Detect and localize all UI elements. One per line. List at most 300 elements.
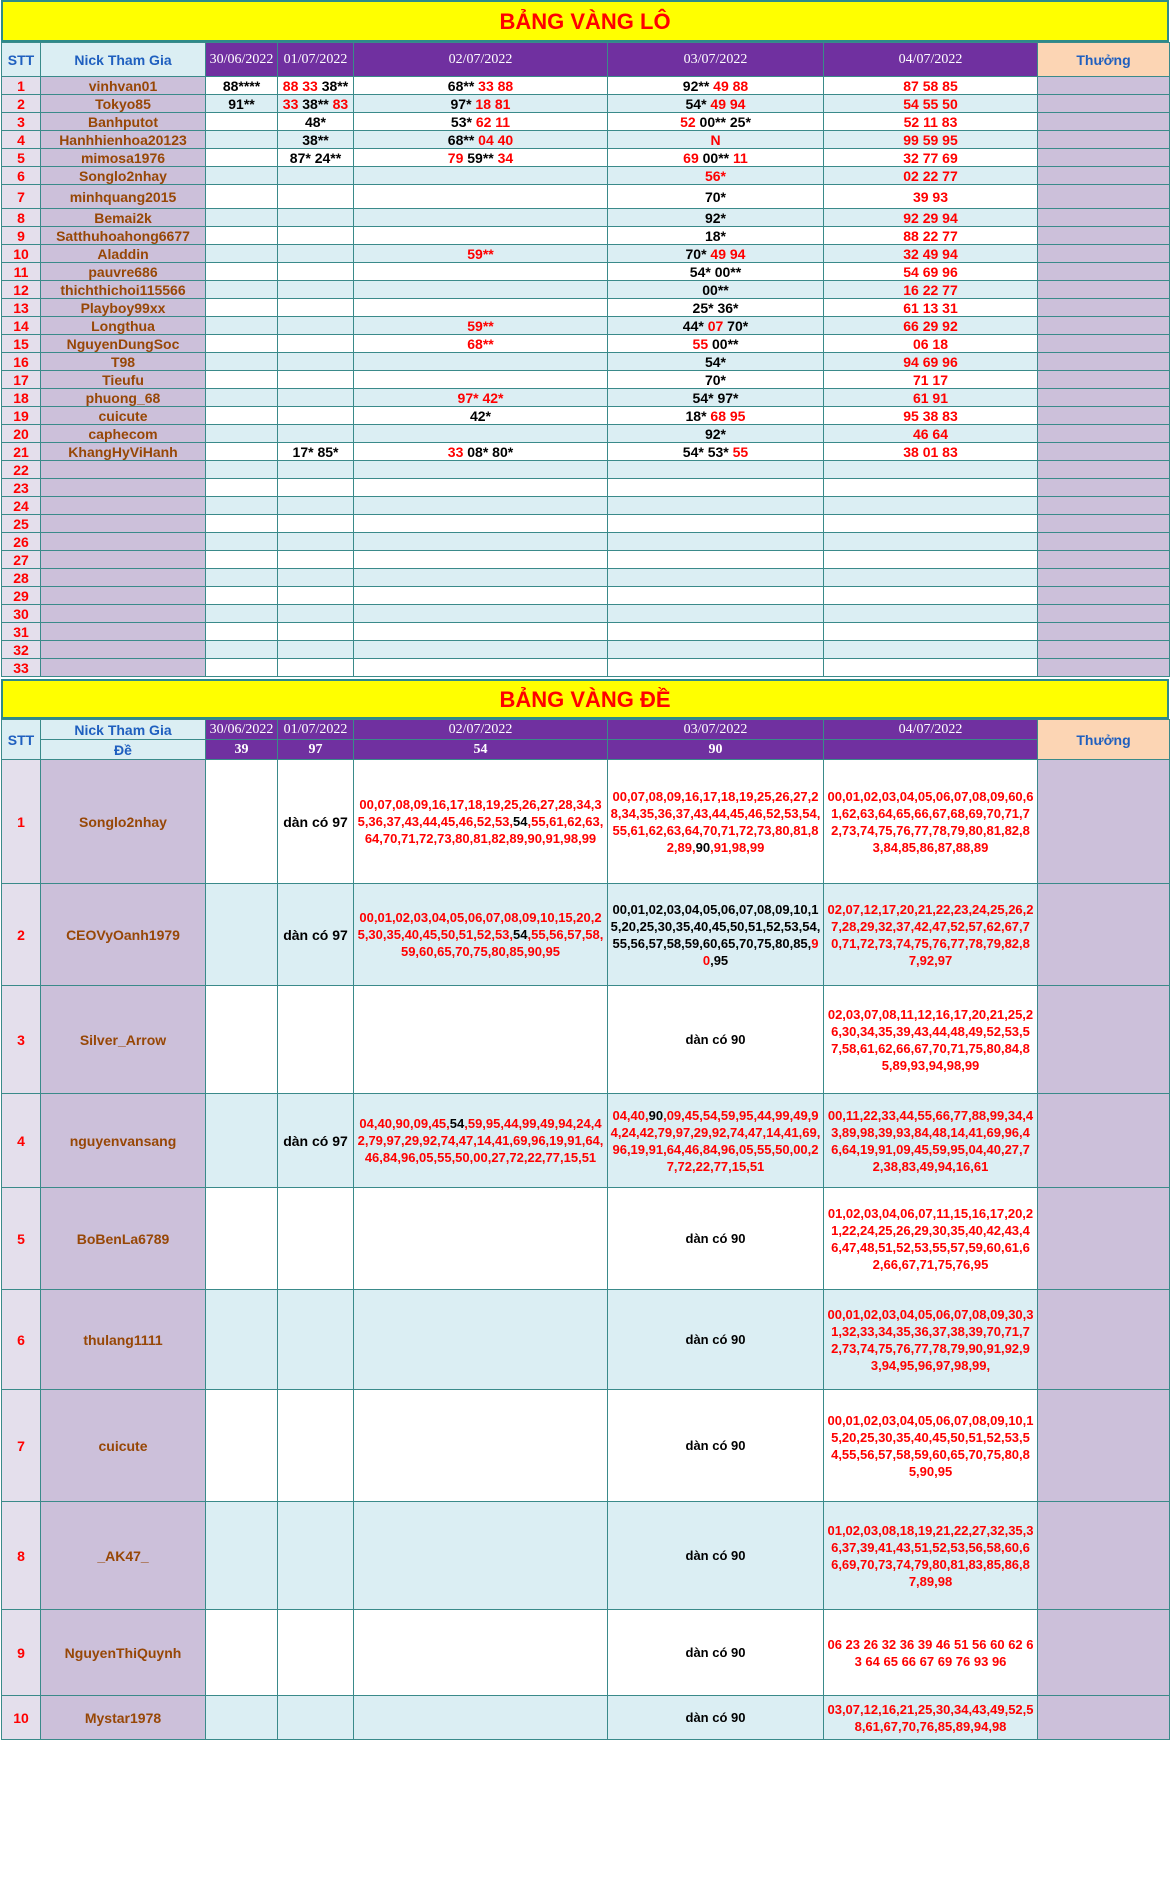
day-cell [824,131,1038,149]
day-cell [608,245,824,263]
thuong-cell [1038,659,1170,677]
day-cell [354,227,608,245]
stt-cell: 3 [2,986,41,1094]
day-cell [608,425,824,443]
day-cell [354,497,608,515]
day-cell [824,760,1038,884]
day-cell [824,1390,1038,1502]
number-text: dàn có 90 [685,1032,746,1047]
day-cell [278,1290,354,1390]
day-cell [354,659,608,677]
day-cell [206,623,278,641]
thuong-cell [1038,1390,1170,1502]
nick-cell [41,659,206,677]
number-text: 97* [450,95,472,112]
number-text: 00,01,02,03,04,05,06,07,08,09,10,15,20,25,30,35,40,45,50,51,52,53, [357,910,602,942]
day-cell [354,185,608,209]
number-text: 54 [513,927,528,942]
number-text: 55 [728,443,749,460]
nick-cell [41,497,206,515]
day-cell [206,1094,278,1188]
day-cell [824,371,1038,389]
day-cell [278,605,354,623]
thuong-cell [1038,479,1170,497]
day-cell [278,113,354,131]
day-cell [824,587,1038,605]
day-cell [608,551,824,569]
thuong-cell [1038,569,1170,587]
number-text: 46 64 [912,425,949,442]
number-text: 00,01,02,03,04,05,06,07,08,09,30,31,32,33,34,35,36,37,38,39,70,71,72,73,74,75,76,77,78,79,90,91,92,93,94,95,96,97,98,99, [827,1306,1034,1373]
day-cell [608,884,824,986]
lo-date-header: 04/07/2022 [824,43,1038,77]
day-cell [608,1696,824,1740]
number-text: 00,07,08,09,16,17,18,19,25,26,27,28,34,35,36,37,43,44,45,46,52,53, [357,797,602,829]
number-text: 06 23 26 32 36 39 46 51 56 60 62 63 64 65 66 67 69 76 93 96 [827,1636,1034,1669]
day-cell [824,551,1038,569]
lo-row [2,587,1170,605]
nick-cell: pauvre686 [41,263,206,281]
day-cell [824,95,1038,113]
lo-row [2,245,1170,263]
day-cell [608,497,824,515]
number-text: 69 [683,149,699,166]
stt-cell: 7 [2,1390,41,1502]
thuong-cell [1038,623,1170,641]
number-text: ,95 [710,952,729,968]
day-cell [354,335,608,353]
day-cell [278,641,354,659]
number-text: 87* 24** [289,149,342,166]
stt-cell: 3 [2,113,41,131]
day-cell [206,1390,278,1502]
day-cell [354,95,608,113]
day-cell [608,569,824,587]
stt-cell: 23 [2,479,41,497]
day-cell [354,389,608,407]
day-cell [824,479,1038,497]
stt-cell: 9 [2,227,41,245]
stt-cell: 10 [2,245,41,263]
number-text: 38** [298,95,329,112]
de-thuong-header: Thưởng [1038,720,1170,760]
day-cell [354,245,608,263]
day-cell [608,407,824,425]
day-cell [824,1696,1038,1740]
day-cell [354,569,608,587]
number-text: 04,40, [612,1107,649,1123]
day-cell [354,884,608,986]
number-text: 18* [704,227,727,244]
day-cell [354,317,608,335]
number-text: 61 91 [912,389,949,406]
day-cell [354,113,608,131]
number-text: 17* 85* [292,443,339,460]
nick-cell: Longthua [41,317,206,335]
thuong-cell [1038,185,1170,209]
number-text: 44* [682,317,704,334]
thuong-cell [1038,353,1170,371]
day-cell [206,497,278,515]
nick-cell: Banhputot [41,113,206,131]
day-cell [278,425,354,443]
day-cell [608,1610,824,1696]
day-cell [206,1696,278,1740]
lo-row [2,371,1170,389]
number-text: 11 [729,149,748,166]
number-text: 38 01 83 [903,443,958,460]
thuong-cell [1038,1094,1170,1188]
day-cell [354,281,608,299]
nick-cell: mimosa1976 [41,149,206,167]
day-cell [354,533,608,551]
day-cell [608,623,824,641]
number-text: 88**** [222,77,261,94]
thuong-cell [1038,461,1170,479]
day-cell [278,209,354,227]
number-text: 07 [703,317,724,334]
day-cell [206,605,278,623]
nick-cell: Hanhhienhoa20123 [41,131,206,149]
number-text: dàn có 97 [283,813,348,830]
day-cell [206,479,278,497]
number-text: 92** [682,77,710,94]
lo-row [2,185,1170,209]
number-text: 70* [704,371,727,388]
stt-cell: 8 [2,209,41,227]
day-cell [824,659,1038,677]
day-cell [278,1696,354,1740]
stt-cell: 2 [2,95,41,113]
day-cell [278,760,354,884]
day-cell [278,1188,354,1290]
lo-row [2,641,1170,659]
nick-cell: NguyenThiQuynh [41,1610,206,1696]
stt-cell: 33 [2,659,41,677]
number-text: 95 38 83 [903,407,958,424]
de-result: 90 [608,740,824,760]
lo-title: BẢNG VÀNG LÔ [1,0,1169,42]
lo-row [2,515,1170,533]
day-cell [278,659,354,677]
lo-row [2,281,1170,299]
number-text: 32 77 69 [903,149,958,166]
de-date-header: 03/07/2022 [608,720,824,740]
nick-cell [41,479,206,497]
day-cell [354,1610,608,1696]
day-cell [206,209,278,227]
de-date-header: 04/07/2022 [824,720,1038,740]
day-cell [354,209,608,227]
stt-cell: 19 [2,407,41,425]
day-cell [206,760,278,884]
lo-date-header: 02/07/2022 [354,43,608,77]
day-cell [824,515,1038,533]
nick-cell [41,623,206,641]
nick-cell: T98 [41,353,206,371]
number-text: ,91,98,99 [710,839,765,855]
day-cell [824,281,1038,299]
thuong-cell [1038,227,1170,245]
day-cell [278,149,354,167]
thuong-cell [1038,77,1170,95]
number-text: 92* [704,209,727,226]
number-text: 49 94 [706,245,746,262]
day-cell [278,986,354,1094]
nick-cell [41,461,206,479]
day-cell [608,605,824,623]
day-cell [278,95,354,113]
de-header-row [2,720,1170,740]
number-text: 90 [702,935,819,968]
day-cell [354,149,608,167]
de-title: BẢNG VÀNG ĐỀ [1,679,1169,719]
thuong-cell [1038,533,1170,551]
lo-row [2,623,1170,641]
de-row [2,1696,1170,1740]
day-cell [206,185,278,209]
day-cell [206,149,278,167]
day-cell [824,185,1038,209]
stt-cell: 1 [2,760,41,884]
day-cell [354,1094,608,1188]
day-cell [206,551,278,569]
day-cell [824,149,1038,167]
number-text: 52 11 83 [903,113,958,130]
lo-row [2,605,1170,623]
day-cell [206,335,278,353]
de-date-header: 01/07/2022 [278,720,354,740]
number-text: 00,07,08,09,16,17,18,19,25,26,27,28,34,35,36,37,43,44,45,46,52,53,54,55,61,62,63,64,70,71,72,73,80,81,82,89, [610,788,821,855]
day-cell [354,641,608,659]
lo-row [2,113,1170,131]
stt-cell: 7 [2,185,41,209]
day-cell [206,443,278,461]
number-text: 88 22 77 [903,227,958,244]
day-cell [354,515,608,533]
lo-row [2,659,1170,677]
stt-cell: 21 [2,443,41,461]
day-cell [354,443,608,461]
nick-cell [41,551,206,569]
number-text: 54 55 50 [903,95,958,112]
day-cell [354,299,608,317]
stt-cell: 5 [2,149,41,167]
number-text: dàn có 90 [685,1332,746,1347]
thuong-cell [1038,389,1170,407]
number-text: 33 [447,443,464,460]
nick-cell: _AK47_ [41,1502,206,1610]
thuong-cell [1038,407,1170,425]
nick-cell: Tokyo85 [41,95,206,113]
number-text: 54 [449,1116,465,1131]
nick-cell: Satthuhoahong6677 [41,227,206,245]
stt-cell: 5 [2,1188,41,1290]
nick-cell: Songlo2nhay [41,760,206,884]
number-text: 00** [708,335,739,352]
day-cell [824,1290,1038,1390]
number-text: ,59,95,44,99,49,94,24,42,79,97,29,92,74,47,14,41,69,96,19,91,64,46,84,96,05,55,50,00,27,72,22,77,15,51 [357,1116,604,1165]
stt-cell: 24 [2,497,41,515]
day-cell [608,659,824,677]
lo-row [2,227,1170,245]
number-text: 00,11,22,33,44,55,66,77,88,99,34,43,89,98,39,93,84,48,14,41,69,96,46,64,19,91,09,45,59,95,04,40,27,72,38,83,49,94,16,61 [827,1107,1034,1174]
number-text: 16 22 77 [903,281,958,298]
number-text: 59** [463,149,494,166]
number-text: 49 88 [709,77,749,94]
day-cell [206,1188,278,1290]
number-text: 68** [447,131,475,148]
day-cell [354,1188,608,1290]
stt-cell: 6 [2,1290,41,1390]
lo-date-header: 01/07/2022 [278,43,354,77]
day-cell [824,623,1038,641]
day-cell [278,569,354,587]
day-cell [608,281,824,299]
day-cell [206,461,278,479]
nick-cell: cuicute [41,1390,206,1502]
number-text: 00,01,02,03,04,05,06,07,08,09,10,15,20,25,30,35,40,45,50,51,52,53,54,55,56,57,58,59,60,65,70,75,80,85, [610,901,821,951]
day-cell [206,227,278,245]
nick-cell: phuong_68 [41,389,206,407]
day-cell [206,641,278,659]
number-text: 00** [698,149,730,166]
number-text: 55 [692,335,709,352]
lo-stt-header: STT [2,43,41,77]
number-text: ,09,45,54,59,95,44,99,49,94,24,42,79,97,29,92,74,47,14,41,69,96,19,91,64,46,84,96,05,55,50,00,27,72,22,77,15,51 [610,1107,821,1174]
lo-row [2,443,1170,461]
day-cell [206,353,278,371]
day-cell [354,425,608,443]
day-cell [608,77,824,95]
stt-cell: 1 [2,77,41,95]
day-cell [278,131,354,149]
number-text: 91** [228,95,255,112]
day-cell [608,263,824,281]
number-text: 04 40 [474,131,514,148]
nick-cell: Aladdin [41,245,206,263]
day-cell [206,425,278,443]
day-cell [608,149,824,167]
thuong-cell [1038,1696,1170,1740]
day-cell [206,1290,278,1390]
day-cell [278,317,354,335]
lo-nick-header: Nick Tham Gia [41,43,206,77]
day-cell [354,77,608,95]
nick-cell: minhquang2015 [41,185,206,209]
day-cell [608,353,824,371]
number-text: 59** [467,317,494,334]
lo-row [2,131,1170,149]
stt-cell: 12 [2,281,41,299]
lo-row [2,425,1170,443]
number-text: 54 [513,814,528,829]
nick-cell: Silver_Arrow [41,986,206,1094]
stt-cell: 10 [2,1696,41,1740]
de-row [2,1610,1170,1696]
thuong-cell [1038,167,1170,185]
day-cell [824,77,1038,95]
day-cell [354,263,608,281]
day-cell [824,317,1038,335]
day-cell [278,551,354,569]
number-text: N [710,131,721,148]
stt-cell: 4 [2,131,41,149]
thuong-cell [1038,1502,1170,1610]
number-text: 48* [304,113,327,130]
thuong-cell [1038,281,1170,299]
day-cell [206,389,278,407]
day-cell [206,299,278,317]
nick-cell: nguyenvansang [41,1094,206,1188]
thuong-cell [1038,149,1170,167]
day-cell [206,113,278,131]
day-cell [206,263,278,281]
number-text: 66 29 92 [903,317,958,334]
number-text: 54* 53* [682,443,729,460]
day-cell [608,335,824,353]
number-text: dàn có 97 [283,926,348,943]
day-cell [206,659,278,677]
day-cell [278,167,354,185]
lo-table [1,42,1170,677]
day-cell [206,317,278,335]
day-cell [206,245,278,263]
lo-row [2,479,1170,497]
nick-cell: BoBenLa6789 [41,1188,206,1290]
number-text: 06 18 [912,335,949,352]
lo-row [2,389,1170,407]
lo-row [2,95,1170,113]
number-text: 32 49 94 [903,245,958,262]
stt-cell: 26 [2,533,41,551]
stt-cell: 6 [2,167,41,185]
number-text: ,55,61,62,63,64,70,71,72,73,80,81,82,89,90,91,98,99 [364,814,604,846]
day-cell [278,623,354,641]
thuong-cell [1038,209,1170,227]
de-result: 97 [278,740,354,760]
day-cell [354,407,608,425]
number-text: 03,07,12,16,21,25,30,34,43,49,52,58,61,67,70,76,85,89,94,98 [827,1701,1034,1734]
day-cell [206,569,278,587]
day-cell [824,986,1038,1094]
number-text: 83 [328,95,349,112]
thuong-cell [1038,263,1170,281]
day-cell [824,443,1038,461]
nick-cell: Songlo2nhay [41,167,206,185]
number-text: 87 58 85 [903,77,958,94]
lo-row [2,533,1170,551]
number-text: 04,40,90,09,45, [359,1116,450,1131]
day-cell [278,533,354,551]
day-cell [206,884,278,986]
day-cell [206,533,278,551]
number-text: 38** [317,77,349,94]
day-cell [608,131,824,149]
day-cell [608,1188,824,1290]
number-text: 92* [704,425,727,442]
day-cell [278,461,354,479]
number-text: 90 [648,1107,664,1123]
day-cell [354,1290,608,1390]
de-result [824,740,1038,760]
day-cell [354,623,608,641]
de-nick-header: Nick Tham Gia [41,720,206,740]
number-text: 38** [302,131,329,148]
day-cell [278,479,354,497]
thuong-cell [1038,335,1170,353]
thuong-cell [1038,131,1170,149]
